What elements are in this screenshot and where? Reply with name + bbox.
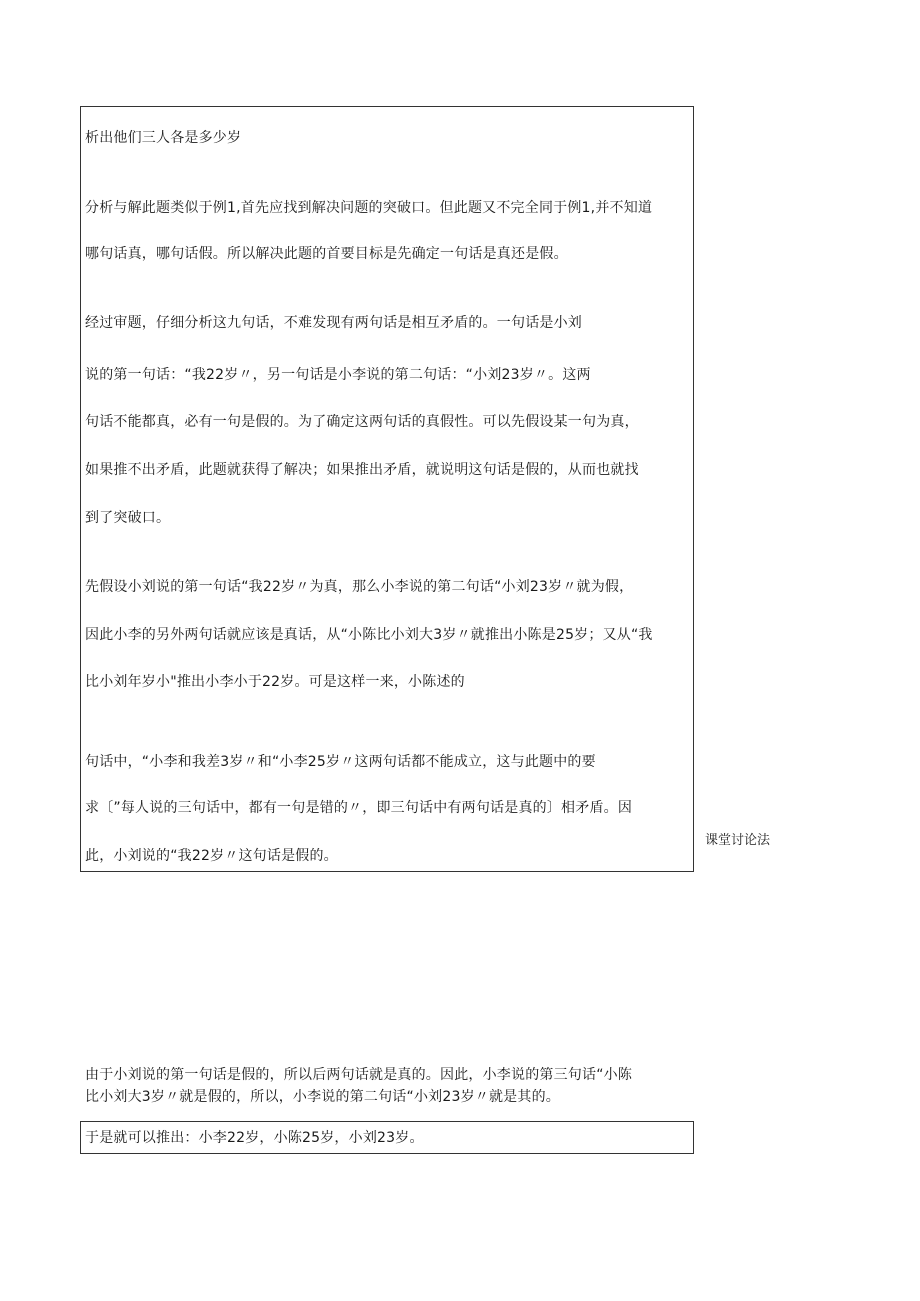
conclusion-text: 于是就可以推出：小李22岁，小陈25岁，小刘23岁。 [85, 1130, 424, 1146]
text-line-9: 先假设小刘说的第一句话“我22岁〃为真，那么小李说的第二句话“小刘23岁〃就为假， [85, 579, 634, 595]
between-line-1: 由于小刘说的第一句话是假的，所以后两句话就是真的。因此，小李说的第三句话“小陈 [85, 1067, 633, 1083]
text-line-2: 分析与解此题类似于例1,首先应找到解决问题的突破口。但此题又不完全同于例1,并不知道 [85, 200, 653, 216]
text-line-13: 求〔”每人说的三句话中，都有一句是错的〃，即三句话中有两句话是真的〕相矛盾。因 [85, 800, 633, 816]
text-line-1: 析出他们三人各是多少岁 [85, 130, 242, 146]
text-line-3: 哪句话真，哪句话假。所以解决此题的首要目标是先确定一句话是真还是假。 [85, 246, 568, 262]
text-line-7: 如果推不出矛盾，此题就获得了解决；如果推出矛盾，就说明这句话是假的，从而也就找 [85, 462, 639, 478]
text-line-12: 句话中，“小李和我差3岁〃和“小李25岁〃这两句话都不能成立，这与此题中的要 [85, 754, 596, 770]
text-line-6: 句话不能都真，必有一句是假的。为了确定这两句话的真假性。可以先假设某一句为真， [85, 414, 639, 430]
text-line-14: 此，小刘说的“我22岁〃这句话是假的。 [85, 848, 338, 864]
side-note: 课堂讨论法 [705, 833, 771, 848]
text-line-10: 因此小李的另外两句话就应该是真话，从“小陈比小刘大3岁〃就推出小陈是25岁；又从“我 [85, 627, 653, 643]
text-line-4: 经过审题，仔细分析这九句话，不难发现有两句话是相互矛盾的。一句话是小刘 [85, 315, 582, 331]
text-line-8: 到了突破口。 [85, 510, 171, 526]
between-line-2: 比小刘大3岁〃就是假的，所以，小李说的第二句话“小刘23岁〃就是其的。 [85, 1089, 560, 1105]
text-line-11: 比小刘年岁小"推出小李小于22岁。可是这样一来，小陈述的 [85, 674, 465, 690]
text-line-5: 说的第一句话：“我22岁〃，另一句话是小李说的第二句话：“小刘23岁〃。这两 [85, 367, 591, 383]
